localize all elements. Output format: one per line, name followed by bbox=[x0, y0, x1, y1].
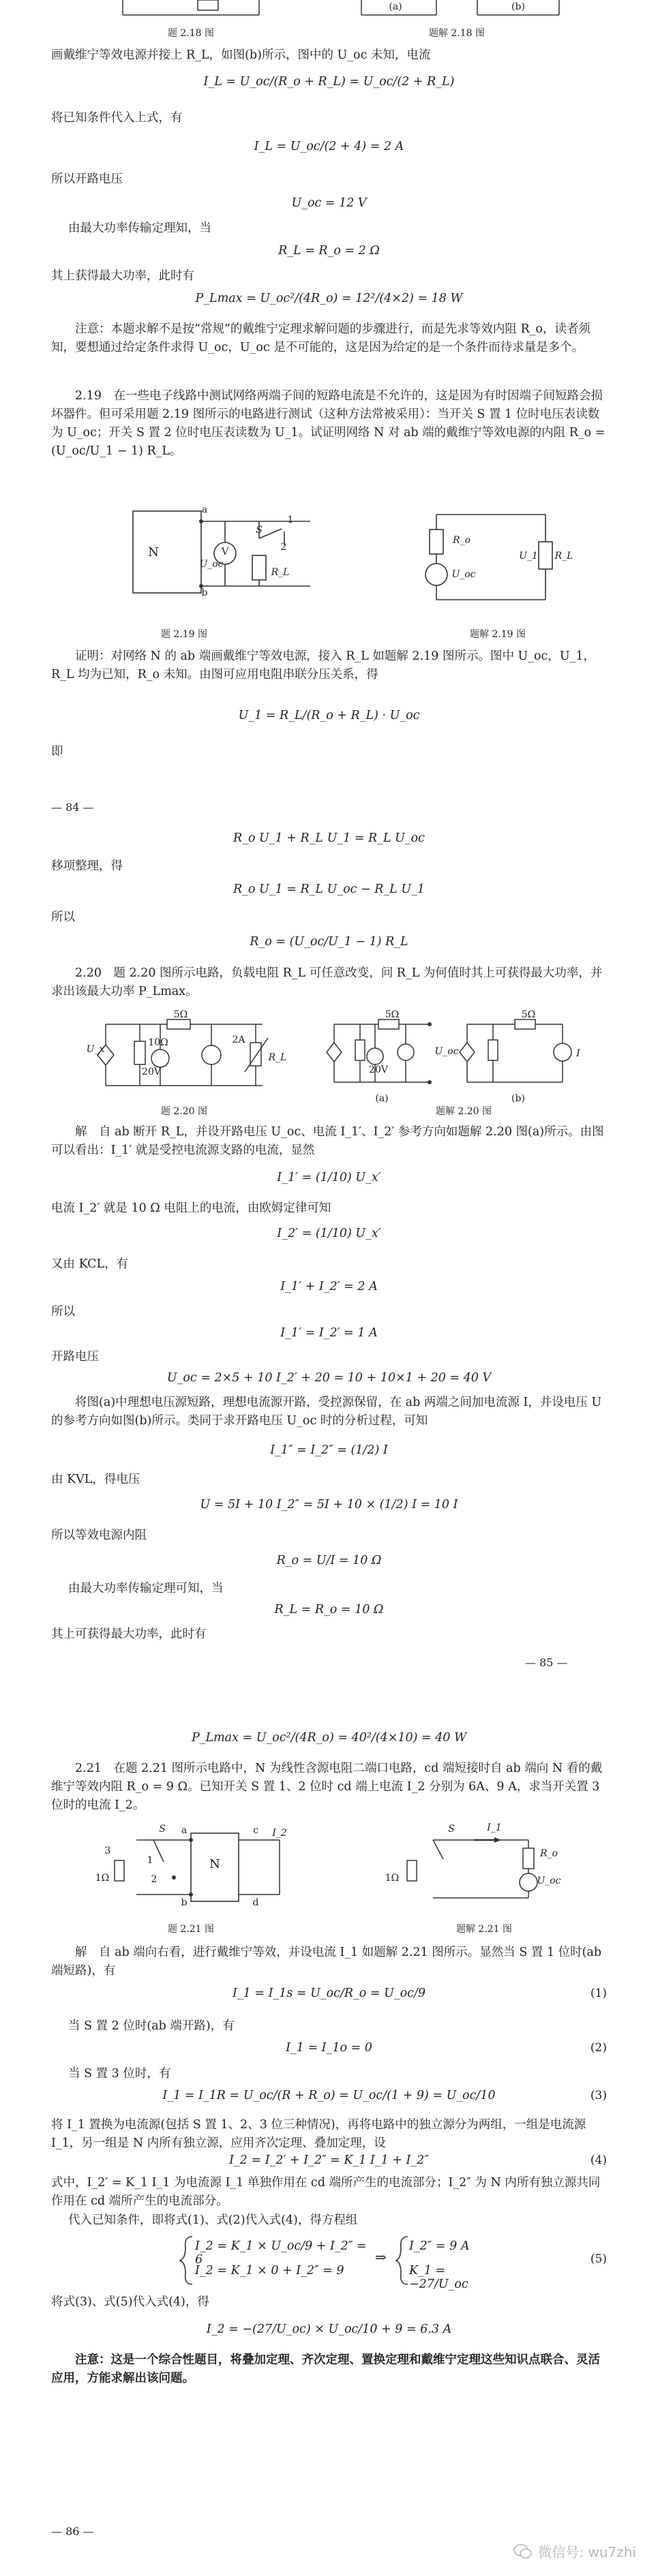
fig-label: 20V bbox=[369, 1064, 388, 1075]
paragraph: 解 自 ab 端向右看，进行戴维宁等效，并设电流 I_1 如题解 2.21 图所示。显然当 S 置 1 位时(ab 端短路)，有 bbox=[51, 1946, 602, 1978]
paragraph: 所以开路电压 bbox=[51, 172, 123, 186]
note: 注意：这是一个综合性题目，将叠加定理、齐次定理、置换定理和戴维宁定理这些知识点联合、灵活应用，方能求解出该问题。 bbox=[51, 2353, 600, 2385]
paragraph: 将式(3)、式(5)代入式(4)，得 bbox=[51, 2295, 209, 2309]
paragraph: 当 S 置 3 位时，有 bbox=[68, 2067, 171, 2081]
fig-label: S bbox=[256, 525, 263, 536]
paragraph: 解 自 ab 断开 R_L，并设开路电压 U_oc、电流 I_1′、I_2′ 参考方向如题解 2.20 图(a)所示。由图可以看出：I_1′ 就是受控电流源支路的电流，显然 bbox=[51, 1125, 604, 1157]
fig-label: 2 bbox=[151, 1874, 158, 1885]
paragraph: 电流 I_2′ 就是 10 Ω 电阻上的电流，由欧姆定律可知 bbox=[51, 1201, 331, 1215]
fig-label: V bbox=[221, 547, 229, 557]
equation: R_o = U/I = 10 Ω bbox=[276, 1554, 382, 1567]
fig-label: a bbox=[181, 1825, 188, 1836]
equation: I_2″ = 9 A bbox=[409, 2239, 470, 2253]
fig-label: N bbox=[148, 545, 159, 559]
equation: R_o = (U_oc/U_1 − 1) R_L bbox=[250, 935, 408, 949]
fig-label: 1Ω bbox=[385, 1873, 400, 1884]
fig-label: 5Ω bbox=[385, 1009, 400, 1020]
fig-label: I bbox=[576, 1048, 580, 1059]
fig-label: R_L bbox=[554, 551, 573, 562]
page-85 bbox=[0, 818, 658, 1676]
paragraph: 开路电压 bbox=[51, 1350, 99, 1364]
paragraph: 将图(a)中理想电压源短路，理想电流源开路，受控源保留，在 ab 两端之间加电流源 I，并设电压 U 的参考方向如图(b)所示。类同于求开路电压 U_oc 时的分析过程，可知 bbox=[51, 1396, 602, 1428]
equation: R_o U_1 + R_L U_1 = R_L U_oc bbox=[233, 831, 425, 845]
equation: R_o U_1 = R_L U_oc − R_L U_1 bbox=[233, 883, 425, 896]
equation-number: (3) bbox=[590, 2089, 607, 2102]
equation: I_2 = K_1 × U_oc/9 + I_2″ = 6 bbox=[195, 2239, 367, 2267]
equation: I_1′ + I_2′ = 2 A bbox=[280, 1280, 378, 1293]
paragraph: 其上获得最大功率，此时有 bbox=[51, 269, 194, 283]
problem-2-21: 2.21 在题 2.21 图所示电路中，N 为线性含源电阻二端口电路，cd 端短接时自 ab 端向 N 看的戴维宁等效内阻 R_o = 9 Ω。已知开关 S 置 1、2 位时 cd 端上电流 I_2 分别为 6A、9 A，求当开关置 3 位时的电流 I_2。 bbox=[51, 1762, 603, 1812]
fig-label: U_oc bbox=[199, 559, 224, 570]
fig-label: S bbox=[448, 1824, 455, 1835]
fig-label: 5Ω bbox=[521, 1009, 536, 1020]
fig-label: 10Ω bbox=[148, 1037, 168, 1048]
implies-arrow: ⇒ bbox=[375, 2249, 387, 2265]
page-84 bbox=[0, 0, 658, 852]
fig-label: R_o bbox=[540, 1848, 558, 1859]
fig-label: I_1 bbox=[487, 1822, 502, 1833]
fig-caption: 题 2.19 图 bbox=[160, 629, 208, 640]
watermark-text: 微信号: wu7zhi bbox=[538, 2544, 636, 2560]
fig-label: 3 bbox=[104, 1845, 111, 1856]
equation: I_1′ = I_2′ = 1 A bbox=[280, 1326, 378, 1340]
paragraph: 将 I_1 置换为电流源(包括 S 置 1、2、3 位三种情况)，再将电路中的独立源分为两组，一组是电流源 I_1，另一组是 N 内所有独立源，应用齐次定理、叠加定理，设 bbox=[51, 2118, 586, 2150]
fig-label: 20V bbox=[142, 1067, 161, 1077]
fig-label: U_oc bbox=[451, 569, 476, 580]
fig-label: d bbox=[252, 1897, 259, 1908]
fig-label: I_2 bbox=[272, 1828, 287, 1839]
fig-label: 1Ω bbox=[95, 1873, 110, 1884]
fig-caption: 题 2.20 图 bbox=[160, 1106, 208, 1117]
equation: R_L = R_o = 10 Ω bbox=[274, 1603, 384, 1616]
paragraph: 又由 KCL，有 bbox=[51, 1257, 129, 1271]
note: 注意：本题求解不是按“常规”的戴维宁定理求解问题的步骤进行，而是先求等效内阻 R_o，读者须知，要想通过给定条件求得 U_oc，U_oc 是不可能的，这是因为给定的是一个条件而待求量是多个。 bbox=[51, 322, 590, 354]
paragraph: 所以 bbox=[51, 1305, 75, 1319]
equation: U_oc = 12 V bbox=[291, 196, 367, 210]
equation: U = 5I + 10 I_2″ = 5I + 10 × (1/2) I = 10 I bbox=[200, 1498, 458, 1512]
figure-2-21-solution bbox=[392, 1820, 563, 1915]
paragraph: 当 S 置 2 位时(ab 端开路)，有 bbox=[68, 2019, 235, 2033]
equation-number: (5) bbox=[590, 2252, 607, 2266]
equation: R_L = R_o = 2 Ω bbox=[278, 244, 380, 258]
paragraph: 将已知条件代入上式，有 bbox=[51, 111, 183, 125]
figure-2-20-solution-a bbox=[320, 1007, 447, 1096]
fig-caption: 题解 2.20 图 bbox=[435, 1106, 492, 1117]
fig-caption: 题解 2.18 图 bbox=[428, 28, 485, 39]
paragraph: 代入已知条件，即将式(1)、式(2)代入式(4)，得方程组 bbox=[68, 2213, 358, 2227]
figure-2-20 bbox=[92, 1007, 283, 1099]
equation: U_1 = R_L/(R_o + R_L) · U_oc bbox=[238, 709, 420, 722]
fig-label: 1 bbox=[147, 1855, 153, 1866]
paragraph: 证明：对网络 N 的 ab 端画戴维宁等效电源，接入 R_L 如题解 2.19 图所示。图中 U_oc，U_1，R_L 均为已知，R_o 未知。由图可应用电阻串联分压关系，得 bbox=[51, 649, 595, 681]
page-86 bbox=[0, 1676, 658, 2576]
equation: I_1 = I_1o = 0 bbox=[286, 2041, 372, 2055]
problem-2-19: 2.19 在一些电子线路中测试网络两端子间的短路电流是不允许的，这是因为有时因端子间短路会损坏器件。但可采用题 2.19 图所示的电路进行测试（这种方法常被采用）：当开关 S 置 1 位时电压表读数为 U_oc；开关 S 置 2 位时电压表读数为 U_1。试证明网络 N 对 ab 端的戴维宁等效电源的内阻 R_o = (U_oc/U_1 − 1) R_L。 bbox=[51, 389, 605, 458]
fig-label: R_L bbox=[268, 1052, 287, 1063]
fig-label: R_o bbox=[453, 535, 470, 546]
fig-label: R_L bbox=[271, 567, 290, 578]
fig-label: 5Ω bbox=[173, 1009, 188, 1020]
figure-2-20-solution-b bbox=[453, 1007, 580, 1096]
equation-number: (1) bbox=[590, 1987, 607, 2000]
equation: I_2 = −(27/U_oc) × U_oc/10 + 9 = 6.3 A bbox=[206, 2322, 452, 2336]
equation-system bbox=[177, 2234, 491, 2291]
equation: I_1″ = I_2″ = (1/2) I bbox=[270, 1443, 388, 1457]
paragraph: 移项整理，得 bbox=[51, 859, 123, 873]
fig-caption: 题解 2.21 图 bbox=[455, 1924, 513, 1935]
fig-label: b bbox=[181, 1897, 188, 1908]
fig-label: b bbox=[201, 587, 208, 598]
figure-2-19-solution bbox=[409, 494, 573, 620]
fig-label: U_x bbox=[86, 1044, 105, 1055]
fig-label: U_1 bbox=[519, 551, 538, 562]
problem-2-20: 2.20 题 2.20 图所示电路，负载电阻 R_L 可任意改变，问 R_L 为何值时其上可获得最大功率，并求出该最大功率 P_Lmax。 bbox=[51, 966, 603, 998]
sub-label: (b) bbox=[511, 1, 525, 12]
equation: I_1 = I_1R = U_oc/(R + R_o) = U_oc/(1 + 9) = U_oc/10 bbox=[162, 2089, 496, 2102]
paragraph: 式中，I_2′ = K_1 I_1 为电流源 I_1 单独作用在 cd 端所产生的电流部分；I_2″ 为 N 内所有独立源共同作用在 cd 端所产生的电流部分。 bbox=[51, 2176, 601, 2208]
fig-label: 1 bbox=[287, 515, 294, 525]
fig-label: U_oc bbox=[434, 1046, 459, 1057]
equation: I_L = U_oc/(2 + 4) = 2 A bbox=[254, 140, 404, 153]
paragraph: 所以 bbox=[51, 910, 75, 924]
equation: I_2 = K_1 × 0 + I_2″ = 9 bbox=[195, 2264, 344, 2278]
fig-label: (b) bbox=[511, 1093, 525, 1104]
fig-label: (a) bbox=[375, 1093, 389, 1104]
paragraph: 由最大功率传输定理知，当 bbox=[68, 221, 211, 235]
equation: P_Lmax = U_oc²/(4R_o) = 12²/(4×2) = 18 W bbox=[195, 292, 463, 305]
equation: I_1 = I_1s = U_oc/R_o = U_oc/9 bbox=[233, 1987, 425, 2000]
wechat-icon bbox=[513, 2543, 533, 2560]
equation: P_Lmax = U_oc²/(4R_o) = 40²/(4×10) = 40 W bbox=[191, 1731, 467, 1745]
paragraph: 即 bbox=[51, 745, 63, 758]
paragraph: 其上可获得最大功率，此时有 bbox=[51, 1627, 207, 1641]
fig-caption: 题解 2.19 图 bbox=[469, 629, 526, 640]
equation: I_L = U_oc/(R_o + R_L) = U_oc/(2 + R_L) bbox=[203, 75, 455, 89]
page-number: — 86 — bbox=[51, 2525, 94, 2538]
fig-caption: 题 2.21 图 bbox=[167, 1924, 215, 1935]
fig-label: a bbox=[201, 504, 208, 515]
equation: I_2 = I_2′ + I_2″ = K_1 I_1 + I_2″ bbox=[229, 2153, 429, 2167]
paragraph: 由 KVL，得电压 bbox=[51, 1473, 140, 1486]
page-number: — 85 — bbox=[525, 1656, 568, 1669]
equation: K_1 = −27/U_oc bbox=[409, 2264, 468, 2291]
fig-caption: 题 2.18 图 bbox=[167, 28, 215, 39]
equation-number: (2) bbox=[590, 2041, 607, 2055]
equation: I_2′ = (1/10) U_x′ bbox=[277, 1227, 381, 1240]
fig-label: c bbox=[253, 1825, 258, 1836]
fig-label: 2A bbox=[232, 1034, 245, 1045]
fig-label: 2 bbox=[280, 542, 287, 553]
paragraph: 画戴维宁等效电源并接上 R_L，如图(b)所示，图中的 U_oc 未知，电流 bbox=[51, 48, 431, 62]
equation: I_1′ = (1/10) U_x′ bbox=[277, 1171, 381, 1184]
fig-label: S bbox=[159, 1824, 166, 1835]
page-number: — 84 — bbox=[51, 801, 94, 814]
sub-label: (a) bbox=[389, 1, 402, 12]
fig-label: N bbox=[209, 1857, 220, 1871]
equation-number: (4) bbox=[590, 2153, 607, 2167]
paragraph: 所以等效电源内阻 bbox=[51, 1529, 147, 1542]
paragraph: 由最大功率传输定理可知，当 bbox=[68, 1582, 224, 1595]
fig-label: U_oc bbox=[537, 1875, 561, 1886]
watermark bbox=[513, 2541, 636, 2561]
equation: U_oc = 2×5 + 10 I_2′ + 20 = 10 + 10×1 + 20 = 40 V bbox=[166, 1371, 492, 1385]
